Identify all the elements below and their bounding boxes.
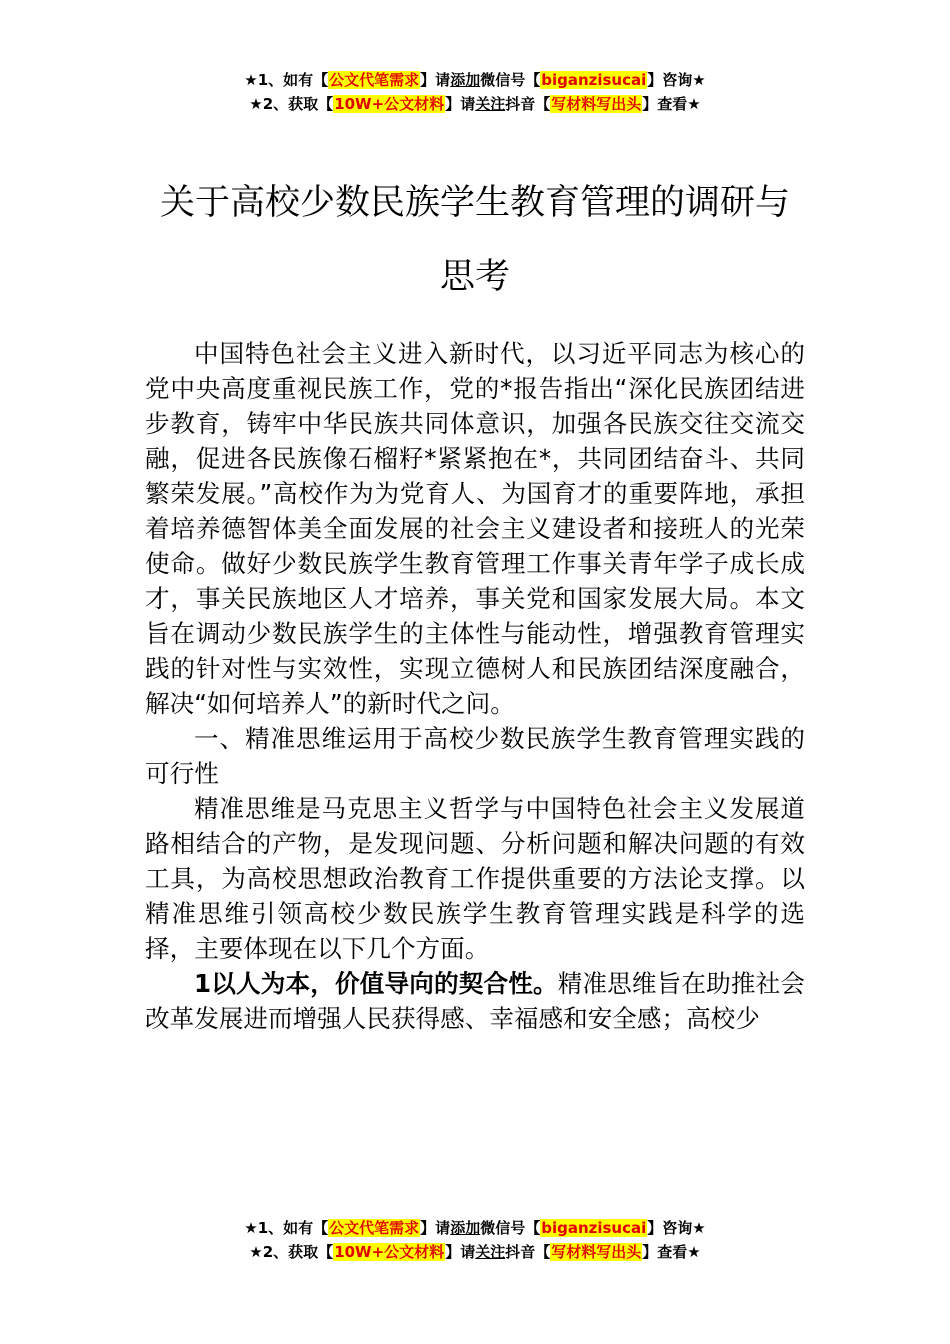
header-banner [0,68,950,116]
banner-highlight: biganzisucai [541,1219,647,1237]
banner-line-1: ★1、如有【公文代笔需求】请添加微信号【biganzisucai】咨询★ [244,1219,706,1237]
banner-underline: 添加 [450,71,481,89]
point-heading: 1以人为本，价值导向的契合性。 [194,969,558,998]
banner-highlight: biganzisucai [541,71,647,89]
banner-line-2: ★2、获取【10W+公文材料】请关注抖音【写材料写出头】查看★ [249,95,701,113]
paragraph [145,966,805,1036]
banner-highlight: 写材料写出头 [551,1243,642,1261]
section-heading: 一、精准思维运用于高校少数民族学生教育管理实践的可行性 [145,724,805,788]
footer-banner [0,1216,950,1264]
banner-underline: 添加 [450,1219,481,1237]
banner-highlight: 写材料写出头 [551,95,642,113]
document-title: 关于高校少数民族学生教育管理的调研与思考 [159,183,790,297]
banner-highlight: 10W+公文材料 [334,1243,445,1261]
point-text: 精准思维旨在助推社会改革发展进而增强人民获得感、幸福感和安全感；高校少 [145,969,805,1033]
banner-underline: 关注 [475,95,506,113]
banner-highlight: 10W+公文材料 [334,95,445,113]
banner-line-2: ★2、获取【10W+公文材料】请关注抖音【写材料写出头】查看★ [249,1243,701,1261]
paragraph: 中国特色社会主义进入新时代，以习近平同志为核心的党中央高度重视民族工作，党的*报告指出“深化民族团结进步教育，铸牢中华民族共同体意识，加强各民族交往交流交融，促进各民族像石榴籽*紧紧抱在*，共同团结奋斗、共同繁荣发展。”高校作为为党育人、为国育才的重要阵地，承担着培养德智体美全面发展的社会主义建设者和接班人的光荣使命。做好少数民族学生教育管理工作事关青年学子成长成才，事关民族地区人才培养，事关党和国家发展大局。本文旨在调动少数民族学生的主体性与能动性，增强教育管理实践的针对性与实效性，实现立德树人和民族团结深度融合，解决“如何培养人”的新时代之问。 [145,339,805,718]
banner-highlight: 公文代笔需求 [329,71,420,89]
banner-underline: 关注 [475,1243,506,1261]
banner-line-1: ★1、如有【公文代笔需求】请添加微信号【biganzisucai】咨询★ [244,71,706,89]
paragraph: 精准思维是马克思主义哲学与中国特色社会主义发展道路相结合的产物，是发现问题、分析问题和解决问题的有效工具，为高校思想政治教育工作提供重要的方法论支撑。以精准思维引领高校少数民族学生教育管理实践是科学的选择，主要体现在以下几个方面。 [145,794,805,963]
document-body [145,336,805,1036]
banner-highlight: 公文代笔需求 [329,1219,420,1237]
